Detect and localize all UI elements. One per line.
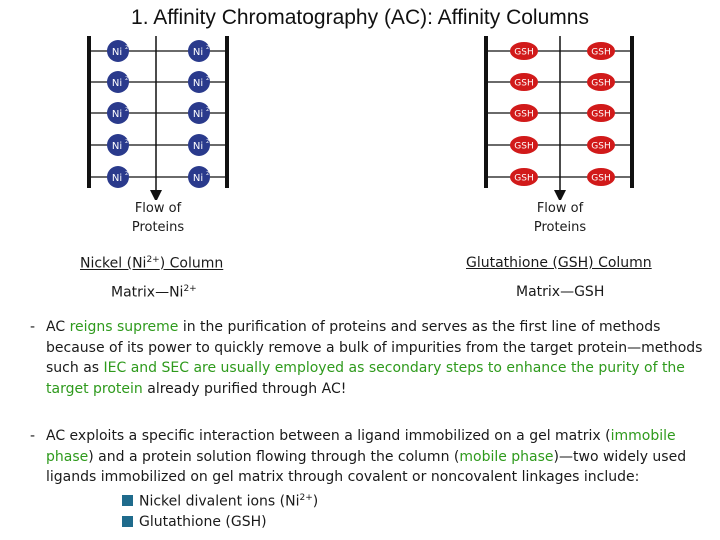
gsh-ligand-label: GSH	[514, 78, 534, 89]
nickel-column-label	[80, 255, 223, 272]
nickel-ion-label: Ni	[111, 47, 123, 58]
nickel-ion-charge: 2+	[206, 107, 214, 113]
gsh-ligand-label: GSH	[591, 78, 611, 89]
nickel-flow-label	[126, 199, 190, 237]
nickel-matrix-label	[111, 284, 197, 301]
nickel-ion-label: Ni	[111, 173, 123, 184]
nickel-ion-label: Ni	[192, 78, 204, 89]
gsh-column-left-wall	[484, 36, 488, 188]
gsh-ligand-label: GSH	[514, 47, 534, 58]
gsh-ligand-row	[488, 42, 630, 60]
gsh-ligand-row	[488, 136, 630, 154]
bullet-1-text-c: already purified through AC!	[142, 380, 347, 397]
nickel-ion-charge: 2+	[206, 139, 214, 145]
gsh-flow-line2: Proteins	[533, 220, 587, 235]
ligand-item-nickel-sup: 2+	[299, 492, 313, 503]
nickel-ion-label: Ni	[111, 78, 123, 89]
nickel-ion-charge: 2+	[206, 76, 214, 82]
bullet-1-highlight-b: IEC and SEC are usually employed as secondary steps to enhance the purity of the target protein	[46, 360, 685, 397]
bullet-2-text-c: )—two widely used ligands immobilized on gel matrix through covalent or noncovalent linkages include:	[46, 448, 687, 485]
gsh-ligand-row	[488, 73, 630, 91]
ligand-item-nickel-pre: Nickel divalent ions (Ni	[139, 493, 300, 510]
nickel-flow-line2: Proteins	[131, 220, 185, 235]
nickel-ion-label: Ni	[111, 109, 123, 120]
gsh-ligand-row	[488, 168, 630, 186]
nickel-ion-label: Ni	[192, 109, 204, 120]
gsh-flow-line1: Flow of	[536, 201, 584, 216]
nickel-ion-charge: 2+	[206, 171, 214, 177]
nickel-label-sup: 2+	[146, 255, 160, 265]
bullet-1-dash: -	[30, 319, 36, 335]
nickel-ion-charge: 2+	[125, 76, 133, 82]
gsh-ligand-label: GSH	[591, 141, 611, 152]
bullet-2	[30, 426, 705, 532]
nickel-flow-line1: Flow of	[134, 201, 182, 216]
gsh-ligand-label: GSH	[591, 173, 611, 184]
checkbox-bullet-icon	[122, 495, 133, 506]
nickel-ligand-row	[91, 134, 225, 156]
bullet-1	[30, 317, 705, 399]
nickel-ion-charge: 2+	[125, 171, 133, 177]
gsh-column-label: Glutathione (GSH) Column	[466, 255, 652, 271]
gsh-column-right-wall	[630, 36, 634, 188]
gsh-column	[484, 36, 634, 196]
ligand-item-nickel-post: )	[312, 493, 319, 510]
bullet-2-highlight-a: immobile phase	[46, 428, 676, 465]
nickel-ion-charge: 2+	[125, 45, 133, 51]
gsh-matrix-label: Matrix—GSH	[516, 284, 605, 300]
ligand-item-gsh	[122, 512, 705, 533]
nickel-column	[87, 36, 229, 196]
ligand-item-nickel	[122, 488, 705, 512]
nickel-matrix-sup: 2+	[183, 284, 197, 294]
gsh-ligand-row	[488, 104, 630, 122]
gsh-ligand-label: GSH	[591, 109, 611, 120]
nickel-matrix-pre: Matrix—Ni	[111, 284, 184, 301]
checkbox-bullet-icon	[122, 516, 133, 527]
bullet-2-text-a: AC exploits a specific interaction between a ligand immobilized on a gel matrix (	[46, 428, 611, 444]
nickel-ligand-row	[91, 71, 225, 93]
slide-title: 1. Affinity Chromatography (AC): Affinity Columns	[131, 6, 589, 29]
nickel-ion-charge: 2+	[125, 139, 133, 145]
nickel-ligand-row	[91, 102, 225, 124]
nickel-ligand-row	[91, 40, 225, 62]
nickel-label-post: ) Column	[159, 255, 224, 272]
nickel-column-left-wall	[87, 36, 91, 188]
nickel-column-right-wall	[225, 36, 229, 188]
bullet-1-text-b: in the purification of proteins and serves as the first line of methods because of its power to quickly remove a bulk of impurities from the target protein—methods such as	[46, 319, 703, 376]
bullet-2-dash: -	[30, 428, 36, 444]
gsh-ligand-label: GSH	[514, 173, 534, 184]
gsh-ligand-label: GSH	[514, 109, 534, 120]
nickel-ion-label: Ni	[192, 47, 204, 58]
bullet-2-text-b: ) and a protein solution flowing through the column (	[88, 448, 460, 465]
ligand-item-gsh-text: Glutathione (GSH)	[139, 513, 267, 530]
nickel-ligand-row	[91, 166, 225, 188]
gsh-ligand-label: GSH	[591, 47, 611, 58]
gsh-flow-label	[528, 199, 592, 237]
nickel-ion-label: Ni	[192, 173, 204, 184]
nickel-ion-charge: 2+	[125, 107, 133, 113]
nickel-ion-label: Ni	[192, 141, 204, 152]
nickel-ion-charge: 2+	[206, 45, 214, 51]
bullet-1-text-a: AC	[46, 319, 70, 335]
bullet-1-highlight-a: reigns supreme	[69, 319, 179, 335]
nickel-ion-label: Ni	[111, 141, 123, 152]
nickel-label-pre: Nickel (Ni	[80, 255, 147, 272]
affinity-columns-diagram	[0, 0, 720, 200]
gsh-ligand-label: GSH	[514, 141, 534, 152]
bullet-2-highlight-b: mobile phase	[459, 448, 554, 465]
